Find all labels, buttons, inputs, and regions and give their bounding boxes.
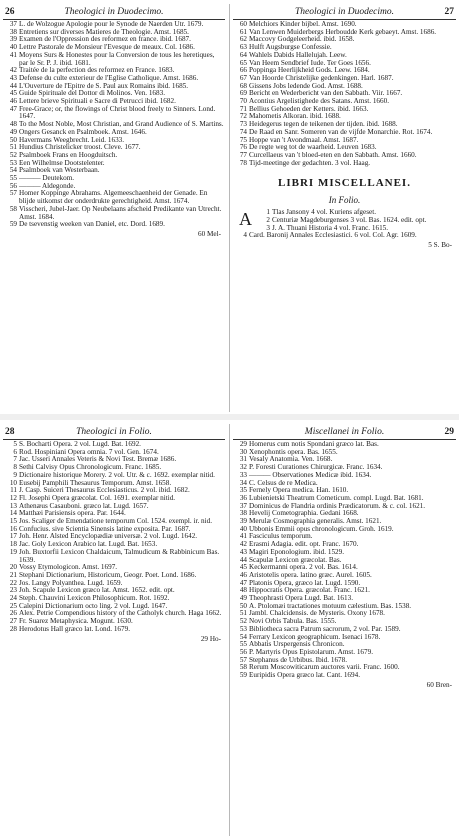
entry-number: 70 bbox=[239, 97, 247, 106]
entry-number: 43 bbox=[239, 547, 247, 556]
entry-text: Hundius Christelicker troost. Cleve. 1677. bbox=[19, 143, 141, 152]
entry-text: ——— Aldegonde. bbox=[19, 181, 76, 190]
entry-list bbox=[233, 441, 456, 680]
entry-number: 56 bbox=[239, 647, 247, 656]
entry-text: Athenæus Casauboni. græco lat. Lugd. 1657. bbox=[19, 501, 149, 510]
entry-text: Fernely Opera medica. Han. 1610. bbox=[249, 486, 349, 495]
entry-number: 55 bbox=[9, 174, 17, 183]
entry-text: Confucius. sive Scientia Sinensis latine exposita. Par. 1687. bbox=[19, 524, 191, 533]
entry-text: Aristotelis opera. latino græc. Aurel. 1605. bbox=[249, 570, 372, 579]
entry-number: 34 bbox=[239, 478, 247, 487]
entry-number: 37 bbox=[239, 501, 247, 510]
entry-number: 55 bbox=[239, 640, 247, 649]
entry-number: 46 bbox=[239, 570, 247, 579]
entry-text: A. Ptolomæi tractationes motuum cælestium. Bas. 1538. bbox=[249, 601, 412, 610]
entry-text: Joh. Scapule Lexicon græco lat. Amst. 1652. edit. opt. bbox=[19, 586, 175, 595]
entry-text: Entretiens sur diverses Matieres de Theologie. Amst. 1685. bbox=[19, 27, 189, 36]
entry-number: 30 bbox=[239, 447, 247, 456]
list-item bbox=[3, 206, 225, 221]
entry-number: 41 bbox=[239, 532, 247, 541]
entry-text: Rerum Moscowiticarum auctores varii. Franc. 1600. bbox=[249, 663, 400, 672]
entry-number: 45 bbox=[9, 89, 17, 98]
entry-number: 1 bbox=[266, 208, 270, 217]
entry-number: 5 bbox=[13, 440, 17, 448]
bottom-spread bbox=[0, 418, 459, 840]
entry-text: Van Heem Sendbrief Iude. Ter Goes 1656. bbox=[249, 58, 371, 67]
entry-text: Maccovy Godgeleerheid. ibid. 1658. bbox=[249, 35, 355, 44]
entry-text: Hoppe van 't Avondmaal. Amst. 1687. bbox=[249, 135, 359, 144]
entry-text: Free-Grace; or, the flowings of Christ blood freely to Sinners. Lond. 1647. bbox=[19, 104, 216, 121]
entry-text: C. Celsus de re Medica. bbox=[249, 478, 318, 487]
entry-text: Ferrary Lexicon geographicum. Isenaci 1678. bbox=[249, 632, 381, 641]
entry-text: Fasciculus temporum. bbox=[249, 532, 313, 541]
page-number: 26 bbox=[5, 7, 15, 17]
entry-number: 66 bbox=[239, 66, 247, 75]
entry-text: Guide Spirituale del Dottor di Molinos. Ven. 1683. bbox=[19, 89, 166, 98]
entry-text: Hippocratis Opera. græcolat. Franc. 1621. bbox=[249, 586, 370, 595]
catchword: 5 S. Bo- bbox=[428, 241, 452, 250]
header-title: Miscellanei in Folio. bbox=[304, 427, 385, 437]
entry-text: Lubienietski Theatrum Cometicum. compl. Lugd. Bat. 1681. bbox=[249, 493, 424, 502]
entry-text: Theophrasti Opera Lugd. Bat. 1613. bbox=[249, 594, 353, 603]
entry-text: Curcellaeus van 't bloed-eten en den Sabbath. Amst. 1660. bbox=[249, 150, 417, 159]
entry-text: ——— Deutekom. bbox=[19, 174, 75, 183]
entry-number: 63 bbox=[239, 43, 247, 52]
entry-number: 8 bbox=[13, 463, 17, 472]
entry-text: Eusebij Pamphili Thesaurus Temporum. Amst. 1658. bbox=[19, 478, 172, 487]
entry-text: Poppinga Heerlijkheid Gods. Leew. 1684. bbox=[249, 66, 370, 75]
entry-text: Fr. Suarez Metaphysica. Mogunt. 1630. bbox=[19, 617, 133, 626]
entry-text: Vesaly Anatomia. Ven. 1668. bbox=[249, 455, 333, 464]
entry-text: Mahometis Alkoran. ibid. 1688. bbox=[249, 112, 341, 121]
entry-text: ——— Observationes Medicæ ibid. 1634. bbox=[249, 470, 372, 479]
entry-number: 67 bbox=[239, 73, 247, 82]
entry-number: 53 bbox=[9, 158, 17, 167]
misc-entry-list bbox=[233, 209, 456, 240]
entry-text: To the Most Noble, Most Christian, and Grand Audience of S. Martins. bbox=[19, 120, 224, 129]
entry-text: Steph. Chauvini Lexicon Philosophicum. Rot. 1692. bbox=[19, 594, 170, 603]
entry-text: Examen de l'Oppression des reformez en france. ibid. 1687. bbox=[19, 35, 191, 44]
header-title: Theologici in Duodecimo. bbox=[295, 7, 394, 17]
list-item bbox=[3, 626, 225, 634]
entry-text: Jac. Goly Lexicon Arabico lat. Lugd. Bat. 1653. bbox=[19, 540, 158, 549]
page-26 bbox=[3, 6, 225, 411]
running-header bbox=[3, 426, 225, 438]
entry-text: De Raad en Sanr. Someren van de vijfde Monarchie. Rot. 1674. bbox=[249, 127, 433, 136]
entry-number: 59 bbox=[239, 671, 247, 680]
entry-number: 77 bbox=[239, 150, 247, 159]
entry-number: 4 bbox=[243, 231, 247, 240]
entry-number: 16 bbox=[9, 524, 17, 533]
entry-text: Alex. Petrie Compendious history of the Catholyk church. Haga 1662. bbox=[19, 609, 222, 618]
entry-text: Herodotus Hall græco lat. Lond. 1679. bbox=[19, 624, 130, 633]
entry-list bbox=[233, 21, 456, 167]
entry-number: 53 bbox=[239, 624, 247, 633]
entry-text: Van Hoorde Christelijke gedenkingen. Harl. 1687. bbox=[249, 73, 394, 82]
drop-cap: A bbox=[239, 209, 252, 230]
entry-number: 68 bbox=[239, 81, 247, 90]
entry-number: 62 bbox=[239, 35, 247, 44]
entry-text: Acontius Argelistighede des Satans. Amst. 1660. bbox=[249, 97, 390, 106]
entry-text: Dictionaire historique Morery. 2 vol. Utr. & c. 1692. exemplar nitid. bbox=[19, 470, 215, 479]
entry-number: 9 bbox=[13, 470, 17, 479]
entry-text: Ubbonis Emmii opus chronologicum. Groh. 1619. bbox=[249, 524, 394, 533]
entry-text: S. Bocharti Opera. 2 vol. Lugd. Bat. 1692. bbox=[19, 440, 141, 448]
entry-number: 13 bbox=[9, 501, 17, 510]
entry-number: 51 bbox=[239, 609, 247, 618]
entry-number: 18 bbox=[9, 540, 17, 549]
entry-number: 54 bbox=[9, 166, 17, 175]
entry-text: Magiri Eponologium. ibid. 1529. bbox=[249, 547, 345, 556]
entry-number: 35 bbox=[239, 486, 247, 495]
entry-number: 42 bbox=[9, 66, 17, 75]
entry-text: Bibliotheca sacra Patrum sacrorum, 2 vol. Par. 1589. bbox=[249, 624, 401, 633]
list-item bbox=[233, 160, 456, 168]
entry-text: Rod. Hospiniani Opera omnia. 7 vol. Gen. 1674. bbox=[19, 447, 159, 456]
entry-number: 20 bbox=[9, 563, 17, 572]
entry-text: Heidegerus tegen de teikenen der tijden. ibid. 1688. bbox=[249, 120, 398, 129]
entry-number: 58 bbox=[239, 663, 247, 672]
entry-number: 45 bbox=[239, 563, 247, 572]
entry-number: 38 bbox=[239, 509, 247, 518]
entry-number: 2 bbox=[266, 216, 270, 225]
entry-number: 41 bbox=[9, 50, 17, 59]
entry-number: 21 bbox=[9, 570, 17, 579]
entry-number: 59 bbox=[9, 220, 17, 229]
page-number: 29 bbox=[444, 427, 454, 437]
entry-text: Ongers Gesanck en Psalmboek. Amst. 1646. bbox=[19, 127, 147, 136]
entry-text: Psalmboek Frans en Hoogduitsch. bbox=[19, 150, 118, 159]
gutter-top bbox=[229, 4, 230, 412]
header-title: Theologici in Folio. bbox=[76, 427, 152, 437]
entry-text: Merulæ Cosmographia generalis. Amst. 1621. bbox=[249, 517, 382, 526]
entry-text: Scapulæ Lexicon græcolat. Bas. bbox=[249, 555, 342, 564]
page-28 bbox=[3, 426, 225, 836]
entry-text: P. Foresti Curationes Chirurgicæ. Franc. 1634. bbox=[249, 463, 383, 472]
entry-number: 60 bbox=[239, 20, 247, 28]
entry-number: 42 bbox=[239, 540, 247, 549]
entry-list bbox=[3, 441, 225, 634]
running-header bbox=[233, 426, 456, 438]
entry-text: Jos. Scaliger de Emendatione temporum Col. 1524. exempl. ir. nid. bbox=[19, 517, 213, 526]
entry-number: 48 bbox=[239, 586, 247, 595]
entry-number: 10 bbox=[9, 478, 17, 487]
entry-text: De regte weg tot de waarheid. Leuven 1683. bbox=[249, 143, 377, 152]
entry-number: 7 bbox=[13, 455, 17, 464]
list-item bbox=[3, 549, 225, 564]
list-item bbox=[3, 52, 225, 67]
entry-number: 64 bbox=[239, 50, 247, 59]
entry-text: Bericht en Wederbericht van den Sabbath. Viir. 1667. bbox=[249, 89, 403, 98]
entry-text: Jambl. Chalcidensis. de Mysteris. Oxony 1678. bbox=[249, 609, 385, 618]
entry-number: 15 bbox=[9, 517, 17, 526]
entry-text: Visscheri, Jubel-Jaer. Op Neubelaans afscheid Predikante van Utrecht. Amst. 1684. bbox=[19, 204, 222, 221]
entry-number: 69 bbox=[239, 89, 247, 98]
entry-text: L'Ouverture de l'Epitre de S. Paul aux Romains ibid. 1685. bbox=[19, 81, 189, 90]
entry-text: Abbatis Urspergensis Chronicon. bbox=[249, 640, 345, 649]
catchword: 29 Ho- bbox=[200, 634, 221, 643]
entry-text: Hulft Augsburgse Confessie. bbox=[249, 43, 332, 52]
entry-text: Hevelij Cometographia. Gedani 1668. bbox=[249, 509, 359, 518]
entry-text: Wahlels Dabids Hallelujah. Leew. bbox=[249, 50, 347, 59]
entry-number: 50 bbox=[9, 135, 17, 144]
list-item bbox=[233, 232, 456, 240]
entry-number: 75 bbox=[239, 135, 247, 144]
entry-number: 37 bbox=[9, 20, 17, 28]
entry-number: 43 bbox=[9, 73, 17, 82]
entry-text: Jos. Langy Polyanthea. Lugd. 1659. bbox=[19, 578, 123, 587]
entry-number: 47 bbox=[239, 578, 247, 587]
entry-number: 28 bbox=[9, 624, 17, 633]
entry-number: 49 bbox=[239, 594, 247, 603]
running-header bbox=[233, 6, 456, 18]
entry-number: 39 bbox=[239, 517, 247, 526]
entry-number: 57 bbox=[239, 655, 247, 664]
entry-text: Stephanus de Urbibus. Ibid. 1678. bbox=[249, 655, 348, 664]
entry-text: Matthæi Parisiensis opera. Par. 1644. bbox=[19, 509, 126, 518]
entry-number: 58 bbox=[9, 204, 17, 213]
entry-number: 31 bbox=[239, 455, 247, 464]
entry-number: 73 bbox=[239, 120, 247, 129]
entry-number: 76 bbox=[239, 143, 247, 152]
entry-number: 65 bbox=[239, 58, 247, 67]
entry-number: 22 bbox=[9, 578, 17, 587]
entry-number: 44 bbox=[9, 81, 17, 90]
entry-number: 57 bbox=[9, 189, 17, 198]
catchword: 60 Mel- bbox=[198, 229, 221, 238]
entry-text: Tijd-meetinge der gedachten. 3 vol. Haag. bbox=[249, 158, 371, 167]
entry-number: 29 bbox=[239, 440, 247, 448]
entry-number: 11 bbox=[10, 486, 17, 495]
entry-number: 33 bbox=[239, 470, 247, 479]
entry-number: 71 bbox=[239, 104, 247, 113]
entry-number: 46 bbox=[9, 97, 17, 106]
entry-text: Traitée de la perfection des reformez en France. 1683. bbox=[19, 66, 175, 75]
entry-text: Melchiors Kinder bijbel. Amst. 1690. bbox=[249, 20, 357, 28]
entry-number: 32 bbox=[239, 463, 247, 472]
entry-number: 51 bbox=[9, 143, 17, 152]
top-spread bbox=[0, 0, 459, 418]
entry-text: Sethi Calvisy Opus Chronologicum. Franc. 1685. bbox=[19, 463, 162, 472]
entry-number: 54 bbox=[239, 632, 247, 641]
entry-text: Defense du culte exterieur de l'Eglise Catholique. Amst. 1686. bbox=[19, 73, 199, 82]
entry-text: P. Martyris Opus Epistolarum. Amst. 1679. bbox=[249, 647, 373, 656]
section-title: LIBRI MISCELLANEI. bbox=[278, 177, 411, 190]
entry-number: 19 bbox=[9, 547, 17, 556]
entry-text: Xenophontis opera. Bas. 1655. bbox=[249, 447, 338, 456]
entry-text: Centuriæ Magdeburgenses 3 vol. Bas. 1624. edit. opt. bbox=[272, 216, 427, 225]
entry-text: Moyens Surs & Honestes pour la Conversion de tous les heretiques, par le Sr. P. J. ibid. 1681. bbox=[19, 50, 215, 67]
entry-number: 23 bbox=[9, 586, 17, 595]
entry-text: Havermans Weegbrecht. Leid. 1633. bbox=[19, 135, 125, 144]
entry-text: Jac. Usseri Annales Veteris & Novi Test. Bremæ 1686. bbox=[19, 455, 177, 464]
entry-number: 72 bbox=[239, 112, 247, 121]
page-29 bbox=[233, 426, 456, 836]
entry-text: Psalmboek van Westerbaan. bbox=[19, 166, 100, 175]
gutter-bottom bbox=[229, 424, 230, 836]
entry-number: 24 bbox=[9, 594, 17, 603]
page-number: 28 bbox=[5, 427, 15, 437]
entry-text: J. A. Thuani Historia 4 vol. Franc. 1615. bbox=[272, 223, 389, 232]
entry-number: 27 bbox=[9, 617, 17, 626]
entry-text: Stephani Dictionarium, Historicum, Geogr. Poet. Lond. 1686. bbox=[19, 570, 197, 579]
entry-text: De tsevenstig weeken van Daniel, etc. Dord. 1689. bbox=[19, 220, 165, 229]
entry-number: 40 bbox=[239, 524, 247, 533]
page-number: 27 bbox=[444, 7, 454, 17]
running-header bbox=[3, 6, 225, 18]
entry-number: 3 bbox=[266, 223, 270, 232]
entry-number: 52 bbox=[239, 617, 247, 626]
entry-text: L. de Wolzogue Apologie pour le Synode de Naerden Utr. 1679. bbox=[19, 20, 204, 28]
entry-number: 12 bbox=[9, 493, 17, 502]
entry-number: 25 bbox=[9, 601, 17, 610]
catchword: 60 Bren- bbox=[426, 680, 452, 689]
entry-number: 50 bbox=[239, 601, 247, 610]
entry-number: 78 bbox=[239, 158, 247, 167]
entry-text: Keckermanni opera. 2 vol. Bas. 1614. bbox=[249, 563, 358, 572]
entry-text: Vossy Etymologicon. Amst. 1697. bbox=[19, 563, 118, 572]
entry-text: Gissens Jobs ledende God. Amst. 1688. bbox=[249, 81, 363, 90]
list-item bbox=[233, 672, 456, 680]
entry-number: 38 bbox=[9, 27, 17, 36]
entry-text: Erasmi Adagia. edit. opt. Franc. 1670. bbox=[249, 540, 359, 549]
section-subtitle: In Folio. bbox=[328, 195, 361, 206]
entry-text: Lettre Pastorale de Monsieur l'Evesque de meaux. Col. 1686. bbox=[19, 43, 195, 52]
entry-text: Fl. Josephi Opera græcolat. Col. 1691. exemplar nitid. bbox=[19, 493, 176, 502]
entry-number: 36 bbox=[239, 493, 247, 502]
entry-number: 39 bbox=[9, 35, 17, 44]
entry-text: Calepini Dictionarium octo ling. 2 vol. Lugd. 1647. bbox=[19, 601, 168, 610]
entry-text: Card. Baronij Annales Ecclesiastici. 6 vol. Col. Agr. 1609. bbox=[249, 231, 417, 240]
entry-number: 74 bbox=[239, 127, 247, 136]
list-item bbox=[3, 106, 225, 121]
entry-text: Een Wilhelmse Dootstelenter. bbox=[19, 158, 105, 167]
entry-text: Platonis Opera, græco lat. Lugd. 1590. bbox=[249, 578, 361, 587]
entry-number: 61 bbox=[239, 27, 247, 36]
entry-number: 40 bbox=[9, 43, 17, 52]
page-27 bbox=[233, 6, 456, 411]
list-item bbox=[3, 221, 225, 229]
list-item bbox=[3, 190, 225, 205]
entry-number: 48 bbox=[9, 120, 17, 129]
entry-number: 6 bbox=[13, 447, 17, 456]
entry-text: Homerus cum notis Spondani græco lat. Bas. bbox=[249, 440, 379, 448]
entry-text: Homer Koppinge Abrahams. Algemeeschaenheid der Genade. En blijde uitkomst der onderdrukte gerechtigheid. Amst. 1674. bbox=[19, 189, 208, 206]
entry-number: 47 bbox=[9, 104, 17, 113]
entry-number: 17 bbox=[9, 532, 17, 541]
entry-text: Bellius Gehoeden der Ketters. ibid. 1663. bbox=[249, 104, 369, 113]
entry-text: Joh. Buxtorfii Lexicon Chaldaicum, Talmudicum & Rabbinicum Bas. 1639. bbox=[19, 547, 220, 564]
entry-number: 26 bbox=[9, 609, 17, 618]
entry-text: Lettere brieve Spirituali e Sacre di Petrucci ibid. 1682. bbox=[19, 97, 176, 106]
entry-text: Novi Orbis Tabula. Bas. 1555. bbox=[249, 617, 337, 626]
entry-text: Van Lenwen Muiderbergs Herboudde Kerk gebaeyt. Amst. 1686. bbox=[249, 27, 437, 36]
entry-number: 49 bbox=[9, 127, 17, 136]
header-title: Theologici in Duodecimo. bbox=[64, 7, 164, 17]
entry-number: 44 bbox=[239, 555, 247, 564]
entry-text: Tlas Jansony 4 vol. Kuriens afgeset. bbox=[272, 208, 376, 217]
entry-text: Joh. Henr. Alsted Encyclopædiæ universæ. 2 vol. Lugd. 1642. bbox=[19, 532, 198, 541]
entry-text: Euripidis Opera græco lat. Cant. 1694. bbox=[249, 671, 360, 680]
entry-text: J. Casp. Suiceri Thesaurus Ecclesiasticus. 2 vol. ibid. 1682. bbox=[19, 486, 190, 495]
entry-number: 52 bbox=[9, 150, 17, 159]
entry-number: 14 bbox=[9, 509, 17, 518]
entry-number: 56 bbox=[9, 181, 17, 190]
entry-list bbox=[3, 21, 225, 229]
entry-text: Dominicus de Flandria ordinis Prædicatorum. & c. col. 1621. bbox=[249, 501, 426, 510]
